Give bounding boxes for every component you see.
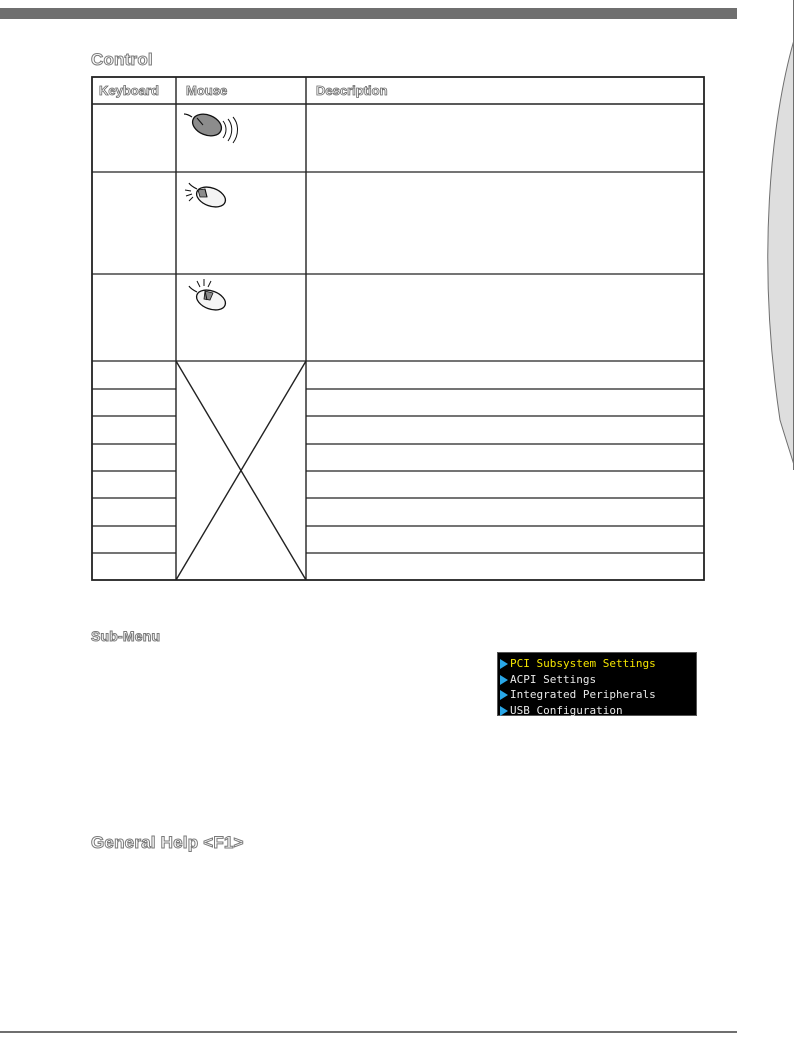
triangle-arrow-icon (500, 690, 508, 700)
bios-menu-item-label: Integrated Peripherals (510, 688, 656, 701)
top-header-bar (0, 8, 737, 19)
triangle-arrow-icon (500, 675, 508, 685)
mouse-left-click-icon (183, 177, 245, 218)
footer-rule (0, 1031, 737, 1033)
table-grid (91, 76, 705, 581)
column-header-description: Description (316, 83, 388, 98)
triangle-arrow-icon (500, 706, 508, 716)
control-table (91, 76, 705, 581)
bios-menu-item-acpi (498, 672, 696, 688)
bios-menu-item-integrated-peripherals (498, 687, 696, 703)
triangle-arrow-icon (500, 659, 508, 669)
bios-menu-item-label: ACPI Settings (510, 672, 597, 686)
mouse-right-click-icon (183, 278, 245, 319)
bios-menu-item-usb (498, 703, 696, 719)
section-heading-general-help: General Help <F1> (91, 833, 244, 852)
mouse-scroll-icon (183, 109, 245, 150)
side-chapter-tab (736, 0, 794, 470)
bios-menu-item-label: USB Configuration (510, 703, 623, 717)
section-heading-control: Control (91, 50, 153, 69)
section-heading-submenu: Sub-Menu (91, 628, 161, 644)
column-header-keyboard: Keyboard (99, 83, 159, 98)
column-header-mouse: Mouse (186, 83, 228, 98)
bios-menu-item-pci (498, 656, 696, 672)
bios-submenu-screenshot (497, 652, 697, 716)
bios-menu-item-label: PCI Subsystem Settings (510, 657, 656, 670)
